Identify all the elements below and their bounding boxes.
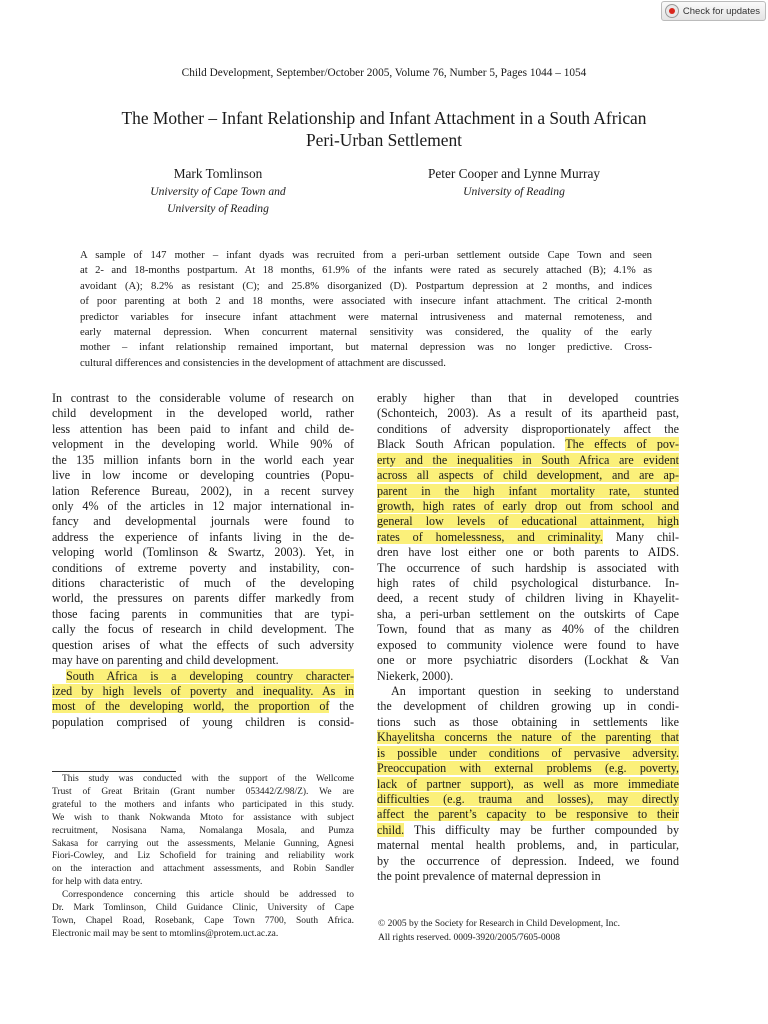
body-text: Many chil- bbox=[602, 529, 679, 544]
highlighted-text: lack of partner support), as well as more immediate bbox=[377, 776, 679, 791]
body-line bbox=[52, 699, 354, 714]
footnote-line: Trust of Great Britain (Grant number 053442/Z/98/Z). We are bbox=[52, 786, 354, 797]
body-line bbox=[377, 453, 679, 468]
body-line bbox=[377, 437, 679, 452]
body-line: lation Reference Bureau, 2002), in a recent survey bbox=[52, 483, 354, 498]
footnote-line: This study was conducted with the support of the Wellcome bbox=[62, 774, 354, 784]
left-column bbox=[52, 391, 354, 730]
highlighted-text: ized by high levels of poverty and inequality. As in bbox=[52, 684, 354, 699]
body-line bbox=[377, 391, 679, 406]
body-text: erably higher than that in developed countries bbox=[377, 391, 679, 405]
right-column bbox=[377, 391, 679, 885]
abstract-line: at 2- and 18-months postpartum. At 18 months, 61.9% of the infants were rated as securely attached (B); 4.1% as bbox=[80, 265, 652, 277]
body-text: An important question in seeking to understand bbox=[391, 684, 679, 699]
abstract-line: of poor parenting at both 2 and 18 months, were associated with insecure infant attachment. The critical 2-month bbox=[80, 296, 652, 308]
paragraph bbox=[52, 669, 354, 731]
body-line bbox=[377, 468, 679, 483]
body-line: veloping world (Tomlinson & Swartz, 2003). Yet, in bbox=[52, 545, 354, 560]
crossmark-icon bbox=[665, 4, 679, 18]
body-text: sha, a peri-urban settlement on the outskirts of Cape bbox=[377, 606, 679, 621]
author-affiliation bbox=[390, 183, 638, 200]
title-line: The Mother – Infant Relationship and Infant Attachment in a South African bbox=[121, 108, 647, 128]
affiliation-line: University of Cape Town and bbox=[150, 185, 286, 198]
highlighted-text: difficulties (e.g. trauma and losses), may directly bbox=[377, 791, 679, 806]
copyright-notice bbox=[378, 917, 678, 945]
footnote-line: Correspondence concerning this article should be addressed to bbox=[62, 890, 354, 901]
footnote-line: on the interaction and attachment assessments, and Robin Sandler bbox=[52, 864, 354, 875]
body-text: deed, a recent study of children living in Khayelit- bbox=[377, 591, 679, 606]
highlighted-text: rates of homelessness, and criminality. bbox=[377, 529, 603, 544]
footnote-line: Sakasa for carrying out the assessments, Melanie Gunning, Agnesi bbox=[52, 838, 354, 849]
footnote-line: for help with data entry. bbox=[52, 877, 143, 888]
body-line bbox=[377, 684, 679, 699]
body-line: the 135 million infants born in the world each year bbox=[52, 452, 354, 467]
author-name: Mark Tomlinson bbox=[173, 166, 263, 181]
abstract-line: predictor variables for insecure infant attachment were maternal intrusiveness and maternal remoteness, and bbox=[80, 311, 652, 323]
body-text: Black South African population. bbox=[377, 437, 566, 452]
body-text: This difficulty may be further compounded by bbox=[404, 822, 679, 837]
body-line bbox=[377, 530, 679, 545]
affiliation-line: University of Reading bbox=[167, 202, 269, 215]
body-line bbox=[377, 514, 679, 529]
body-line: world, the pressures on parents differ markedly from bbox=[52, 591, 354, 606]
body-line: those facing parents in communities that are typi- bbox=[52, 606, 354, 621]
body-line bbox=[377, 715, 679, 730]
body-line: less attention has been paid to infant and child de- bbox=[52, 421, 354, 436]
abstract-line: avoidant (A); 8.2% as resistant (C); and 25.8% disorganized (D). Postpartum depression at 2 months, and indices bbox=[80, 280, 652, 292]
paragraph bbox=[377, 391, 679, 684]
body-line bbox=[377, 699, 679, 714]
footnote-paragraph bbox=[52, 773, 354, 889]
affiliation-line: University of Reading bbox=[463, 185, 565, 198]
body-line bbox=[377, 730, 679, 745]
body-text: Niekerk, 2000). bbox=[377, 668, 454, 683]
check-for-updates-label: Check for updates bbox=[682, 5, 760, 17]
highlighted-text: across all aspects of child development, and are ap- bbox=[377, 468, 679, 483]
abstract-line: cultural differences and consistencies in the development of attachment are discussed. bbox=[80, 357, 446, 369]
footnote-line: Town, Chapel Road, Rosebank, Cape Town 7700, South Africa. bbox=[52, 915, 354, 926]
copyright-line: All rights reserved. 0009-3920/2005/7605-0008 bbox=[378, 933, 561, 943]
paragraph bbox=[377, 684, 679, 884]
body-line bbox=[377, 607, 679, 622]
author-name: Peter Cooper and Lynne Murray bbox=[427, 166, 601, 181]
body-line: cally the focus of research in child development. The bbox=[52, 622, 354, 637]
highlighted-text: The effects of pov- bbox=[565, 437, 680, 452]
body-line bbox=[377, 499, 679, 514]
highlighted-text: child. bbox=[377, 822, 405, 837]
abstract-line: mother – infant relationship remained important, but maternal depression was no longer predictive. Cross- bbox=[80, 342, 652, 354]
highlighted-text: South Africa is a developing country character- bbox=[66, 668, 354, 683]
footnote-line: Dr. Mark Tomlinson, Child Guidance Clinic, University of Cape bbox=[52, 903, 354, 914]
body-line bbox=[377, 854, 679, 869]
body-text: one or more psychiatric disorders (Lockhat & Van bbox=[377, 653, 679, 668]
footnote-line: We wish to thank Nokwanda Mtoto for assistance with subject bbox=[52, 812, 354, 823]
highlighted-text: Khayelitsha concerns the nature of the parenting that bbox=[377, 730, 679, 745]
body-line bbox=[377, 545, 679, 560]
footnote-line: recruitment, Nosisana Nama, Nomalanga Mosala, and Pumza bbox=[52, 825, 354, 836]
body-text: maternal mental health problems, and, in particular, bbox=[377, 838, 679, 853]
highlighted-text: Preoccupation with external problems (e.g. poverty, bbox=[377, 761, 679, 776]
body-line bbox=[377, 869, 679, 884]
author-affiliation bbox=[108, 183, 328, 217]
check-for-updates-button[interactable] bbox=[661, 1, 766, 21]
body-text: high rates of child psychological disturbance. In- bbox=[377, 576, 679, 591]
body-line bbox=[377, 484, 679, 499]
body-line bbox=[377, 561, 679, 576]
body-text: tions such as those obtaining in settlements like bbox=[377, 714, 679, 729]
highlighted-text: is possible under conditions of pervasive adversity. bbox=[377, 745, 679, 760]
body-text: (Schonteich, 2003). As a result of its apartheid past, bbox=[377, 406, 679, 421]
body-line bbox=[52, 669, 354, 684]
highlighted-text: growth, high rates of early drop out from school and bbox=[377, 498, 679, 513]
title-line: Peri-Urban Settlement bbox=[306, 130, 462, 150]
body-line: child development in the developed world, rather bbox=[52, 406, 354, 421]
body-line bbox=[377, 669, 679, 684]
body-line bbox=[377, 422, 679, 437]
footnote-line: grateful to the mothers and infants who participated in this study. bbox=[52, 799, 354, 810]
footnote-divider bbox=[52, 771, 176, 772]
abstract-line: A sample of 147 mother – infant dyads was recruited from a peri-urban settlement outside Cape Town and seen bbox=[80, 250, 652, 261]
body-line bbox=[377, 838, 679, 853]
body-line bbox=[377, 807, 679, 822]
highlighted-text: erty and the inequalities in South Africa are evident bbox=[377, 452, 679, 467]
highlighted-text: general low levels of educational attainment, high bbox=[377, 514, 679, 529]
body-line bbox=[377, 591, 679, 606]
body-line: velopment in the developing world. While 90% of bbox=[52, 437, 354, 452]
footnote-line: Fiori-Cowley, and Liz Schofield for training and reliability work bbox=[52, 851, 354, 862]
body-line bbox=[377, 622, 679, 637]
abstract bbox=[80, 248, 652, 371]
body-text: The occurrence of such hardship is associated with bbox=[377, 560, 679, 575]
highlighted-text: most of the developing world, the proportion of bbox=[52, 699, 330, 714]
body-line bbox=[52, 684, 354, 699]
body-line: fancy and developmental journals were found to bbox=[52, 514, 354, 529]
body-line bbox=[377, 746, 679, 761]
body-line: address the experience of infants living in the de- bbox=[52, 529, 354, 544]
body-line bbox=[377, 777, 679, 792]
body-text: population comprised of young children is consid- bbox=[52, 714, 354, 729]
body-text: Town, found that as many as 40% of the children bbox=[377, 622, 679, 637]
body-line bbox=[377, 406, 679, 421]
highlighted-text: affect the parent’s capacity to be responsive to their bbox=[377, 807, 679, 822]
body-line bbox=[377, 792, 679, 807]
journal-citation: Child Development, September/October 2005, Volume 76, Number 5, Pages 1044 – 1054 bbox=[181, 67, 587, 79]
body-text: exposed to community violence were found to have bbox=[377, 637, 679, 652]
body-text: conditions of adversity disproportionately affect the bbox=[377, 421, 679, 436]
body-line bbox=[377, 823, 679, 838]
body-text: the bbox=[329, 699, 354, 714]
body-line: ditions characteristic of much of the developing bbox=[52, 576, 354, 591]
body-line: may have on parenting and child development. bbox=[52, 653, 279, 668]
paragraph bbox=[52, 391, 354, 669]
body-line: only 4% of the articles in 12 major international in- bbox=[52, 498, 354, 513]
body-text: dren have lost either one or both parents to AIDS. bbox=[377, 545, 679, 560]
body-line bbox=[377, 761, 679, 776]
copyright-line: © 2005 by the Society for Research in Child Development, Inc. bbox=[378, 919, 621, 929]
body-line bbox=[377, 638, 679, 653]
body-line bbox=[377, 653, 679, 668]
highlighted-text: parent in the high infant mortality rate, stunted bbox=[377, 483, 679, 498]
body-line bbox=[52, 715, 354, 730]
body-text: the development of children growing up in condi- bbox=[377, 699, 679, 714]
abstract-line: early maternal depression. When concurrent maternal sensitivity was considered, the quality of the early bbox=[80, 327, 652, 339]
body-line: In contrast to the considerable volume of research on bbox=[52, 391, 354, 405]
body-line bbox=[377, 576, 679, 591]
footnote bbox=[52, 773, 354, 941]
article-title bbox=[40, 107, 728, 151]
body-line: conditions of extreme poverty and instability, con- bbox=[52, 560, 354, 575]
body-line: live in low income or developing countries (Popu- bbox=[52, 468, 354, 483]
body-text: by the occurrence of depression. Indeed, we found bbox=[377, 853, 679, 868]
footnote-paragraph bbox=[52, 889, 354, 941]
footnote-line: Electronic mail may be sent to mtomlins@protem.uct.ac.za. bbox=[52, 928, 279, 939]
body-text: the point prevalence of maternal depression in bbox=[377, 869, 601, 884]
body-line: question arises of what the effects of such adversity bbox=[52, 637, 354, 652]
